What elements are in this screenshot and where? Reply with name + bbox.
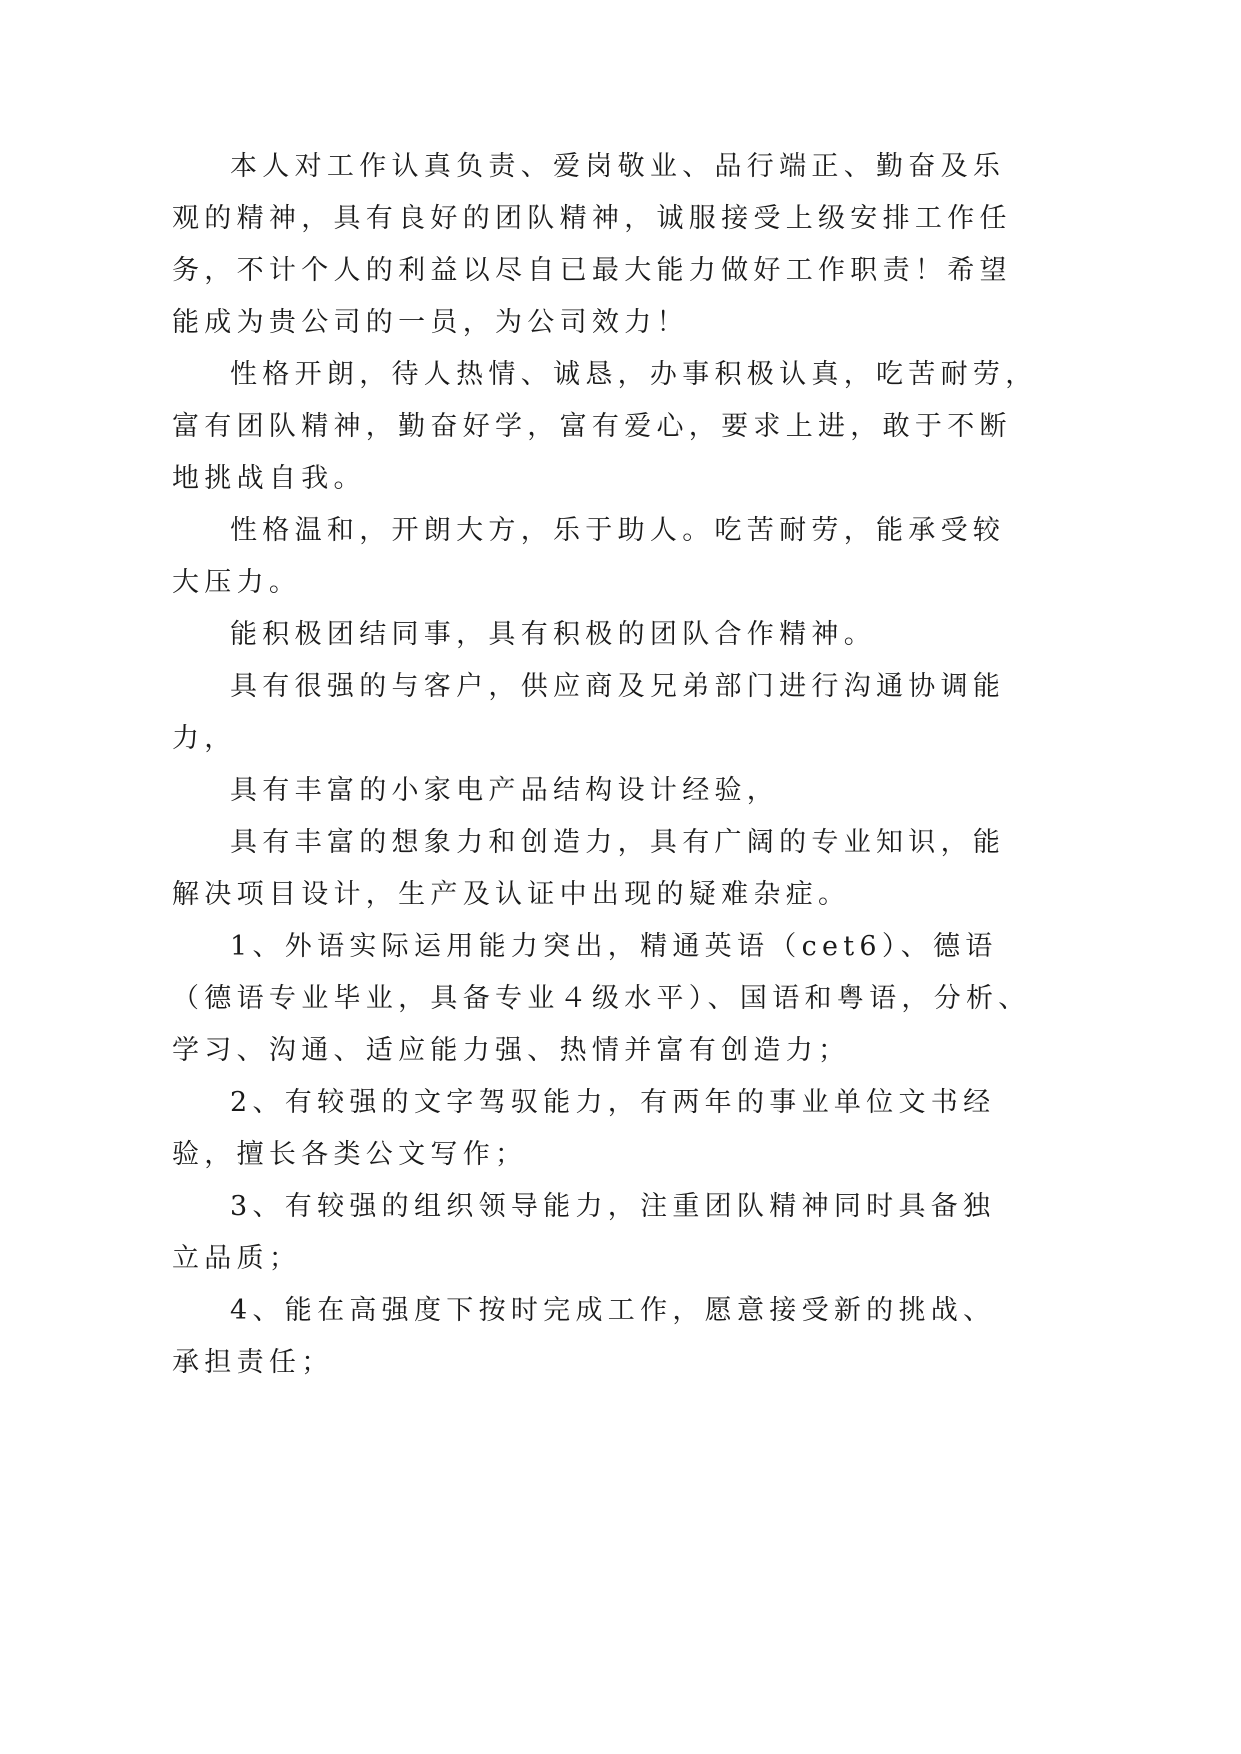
text-line: （德语专业毕业，具备专业４级水平）、国语和粤语，分析、 <box>172 983 1031 1014</box>
text-line: 具有很强的与客户，供应商及兄弟部门进行沟通协调能 <box>230 671 1006 702</box>
text-line: 性格开朗，待人热情、诚恳，办事积极认真，吃苦耐劳， <box>230 359 1038 390</box>
text-line: 1、外语实际运用能力突出，精通英语（cet6）、德语 <box>230 931 998 962</box>
text-line: 解决项目设计，生产及认证中出现的疑难杂症。 <box>172 879 851 910</box>
text-line: 承担责任； <box>172 1347 334 1378</box>
text-line: 务，不计个人的利益以尽自已最大能力做好工作职责！希望 <box>172 255 1012 286</box>
paragraph <box>172 661 1006 765</box>
document-body <box>172 141 1038 1389</box>
text-line: 立品质； <box>172 1243 302 1274</box>
text-line: 本人对工作认真负责、爱岗敬业、品行端正、勤奋及乐 <box>230 151 1006 182</box>
paragraph <box>172 505 1006 609</box>
text-line: 3、有较强的组织领导能力，注重团队精神同时具备独 <box>230 1191 996 1222</box>
paragraph <box>172 1285 996 1389</box>
paragraph <box>172 349 1038 505</box>
text-line: 验，擅长各类公文写作； <box>172 1139 528 1170</box>
paragraph <box>172 609 942 661</box>
text-line: 学习、沟通、适应能力强、热情并富有创造力； <box>172 1035 851 1066</box>
text-line: 4、能在高强度下按时完成工作，愿意接受新的挑战、 <box>230 1295 996 1326</box>
text-line: 性格温和，开朗大方，乐于助人。吃苦耐劳，能承受较 <box>230 515 1006 546</box>
paragraph <box>172 1077 996 1181</box>
paragraph <box>172 921 1031 1077</box>
paragraph <box>172 1181 996 1285</box>
text-line: 能积极团结同事，具有积极的团队合作精神。 <box>230 619 876 650</box>
text-line: 富有团队精神，勤奋好学，富有爱心，要求上进，敢于不断 <box>172 411 1012 442</box>
text-line: 力， <box>172 723 237 754</box>
text-line: 地挑战自我。 <box>172 463 366 494</box>
text-line: 大压力。 <box>172 567 302 598</box>
paragraph <box>172 141 1012 349</box>
text-line: 具有丰富的想象力和创造力，具有广阔的专业知识，能 <box>230 827 1006 858</box>
text-line: 2、有较强的文字驾驭能力，有两年的事业单位文书经 <box>230 1087 996 1118</box>
text-line: 具有丰富的小家电产品结构设计经验， <box>230 775 780 806</box>
paragraph <box>172 817 1006 921</box>
text-line: 观的精神，具有良好的团队精神，诚服接受上级安排工作任 <box>172 203 1012 234</box>
text-line: 能成为贵公司的一员，为公司效力！ <box>172 307 689 338</box>
paragraph <box>172 765 942 817</box>
